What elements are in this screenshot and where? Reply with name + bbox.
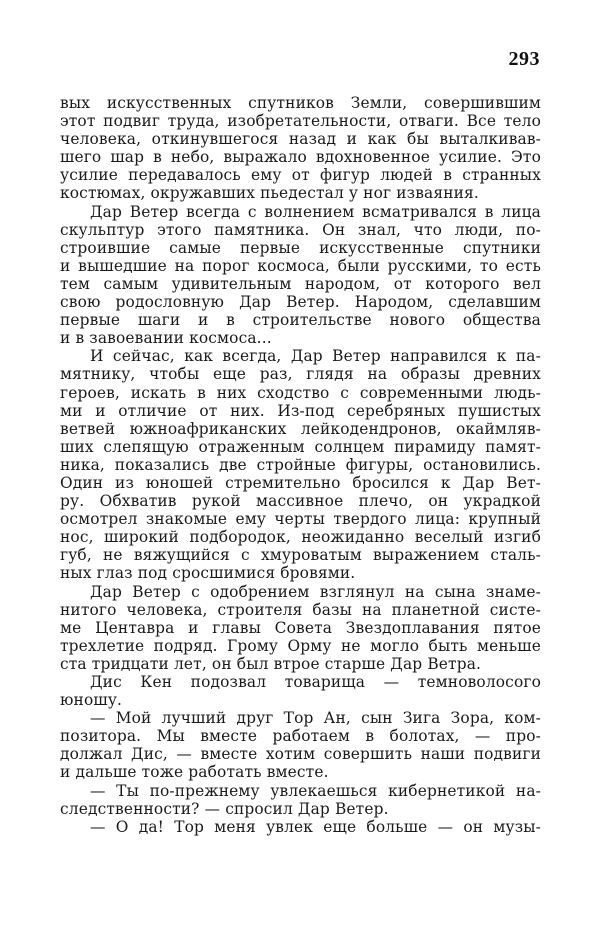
text-line: человека, откинувшегося назад и как бы выталкивав-	[60, 130, 541, 149]
text-line: и вышедшие на порог космоса, были русскими, то есть	[60, 256, 541, 275]
page-text-body	[60, 94, 541, 836]
text-line: шего шар в небо, выражало вдохновенное усилие. Это	[60, 148, 541, 167]
text-line: ми и отличие от них. Из-под серебряных пушистых	[60, 401, 541, 420]
text-line: первые шаги и в строительстве нового общества	[60, 311, 541, 330]
text-line: ших слепящую отраженным солнцем пирамиду памят-	[60, 437, 541, 456]
page-number: 293	[508, 48, 540, 70]
text-line: губ, не вяжущийся с хмуроватым выражением сталь-	[60, 546, 541, 565]
text-line: усилие передавалось ему от фигур людей в странных	[60, 166, 541, 185]
text-line: ных глаз под сросшимися бровями.	[60, 564, 356, 583]
text-line: трехлетие подряд. Грому Орму не могло быть меньше	[60, 636, 541, 655]
text-line: тем самым удивительным народом, от которого вел	[60, 274, 541, 293]
text-line: ру. Обхватив рукой массивное плечо, он украдкой	[60, 492, 541, 511]
text-line: ме Центавра и главы Совета Звездоплавания пятое	[60, 618, 541, 637]
paragraph-first-line: — Мой лучший друг Тор Ан, сын Зига Зора, ком-	[90, 709, 541, 728]
text-line: Один из юношей стремительно бросился к Дар Вет-	[60, 473, 541, 492]
text-line: ника, показались две стройные фигуры, остановились.	[60, 455, 541, 474]
text-line: нос, широкий подбородок, неожиданно веселый изгиб	[60, 528, 541, 547]
text-line: позитора. Мы вместе работаем в болотах, — про-	[60, 727, 541, 746]
text-line: скульптур этого памятника. Он знал, что люди, по-	[60, 220, 541, 239]
paragraph-first-line: И сейчас, как всегда, Дар Ветер направился к па-	[90, 347, 541, 366]
text-line: должал Дис, — вместе хотим совершить наши подвиги	[60, 745, 541, 764]
text-line: и дальше тоже работать вместе.	[60, 763, 329, 782]
paragraph-first-line: — Ты по-прежнему увлекаешься кибернетикой на-	[90, 781, 541, 800]
paragraph-first-line: — О да! Тор меня увлек еще больше — он музы-	[90, 817, 541, 836]
paragraph-first-line: Дар Ветер с одобрением взглянул на сына знаме-	[90, 582, 541, 601]
text-line: мятнику, чтобы еще раз, глядя на образы древних	[60, 365, 541, 384]
text-line: героев, искать в них сходство с современными людь-	[60, 383, 541, 402]
text-line: и в завоевании космоса...	[60, 329, 272, 348]
text-line: строившие самые первые искусственные спутники	[60, 238, 541, 257]
text-line: костюмах, окружавших пьедестал у ног изваяния.	[60, 184, 479, 203]
text-line: ста тридцати лет, он был втрое старше Дар Ветра.	[60, 654, 482, 673]
paragraph-first-line: Дар Ветер всегда с волнением всматривался в лица	[90, 202, 541, 221]
text-line: следственности? — спросил Дар Ветер.	[60, 799, 389, 818]
text-line: свою родословную Дар Ветер. Народом, сделавшим	[60, 293, 541, 312]
paragraph-first-line: Дис Кен подозвал товарища — темноволосого	[90, 673, 541, 691]
text-line: ветвей южноафриканских лейкодендронов, окаймляв-	[60, 419, 541, 438]
text-line: юношу.	[60, 691, 123, 710]
text-line: нитого человека, строителя базы на планетной систе-	[60, 600, 541, 619]
text-line: вых искусственных спутников Земли, совершившим	[60, 94, 541, 112]
text-line: осмотрел знакомые ему черты твердого лица: крупный	[60, 510, 541, 529]
text-line: этот подвиг труда, изобретательности, отваги. Все тело	[60, 112, 541, 131]
